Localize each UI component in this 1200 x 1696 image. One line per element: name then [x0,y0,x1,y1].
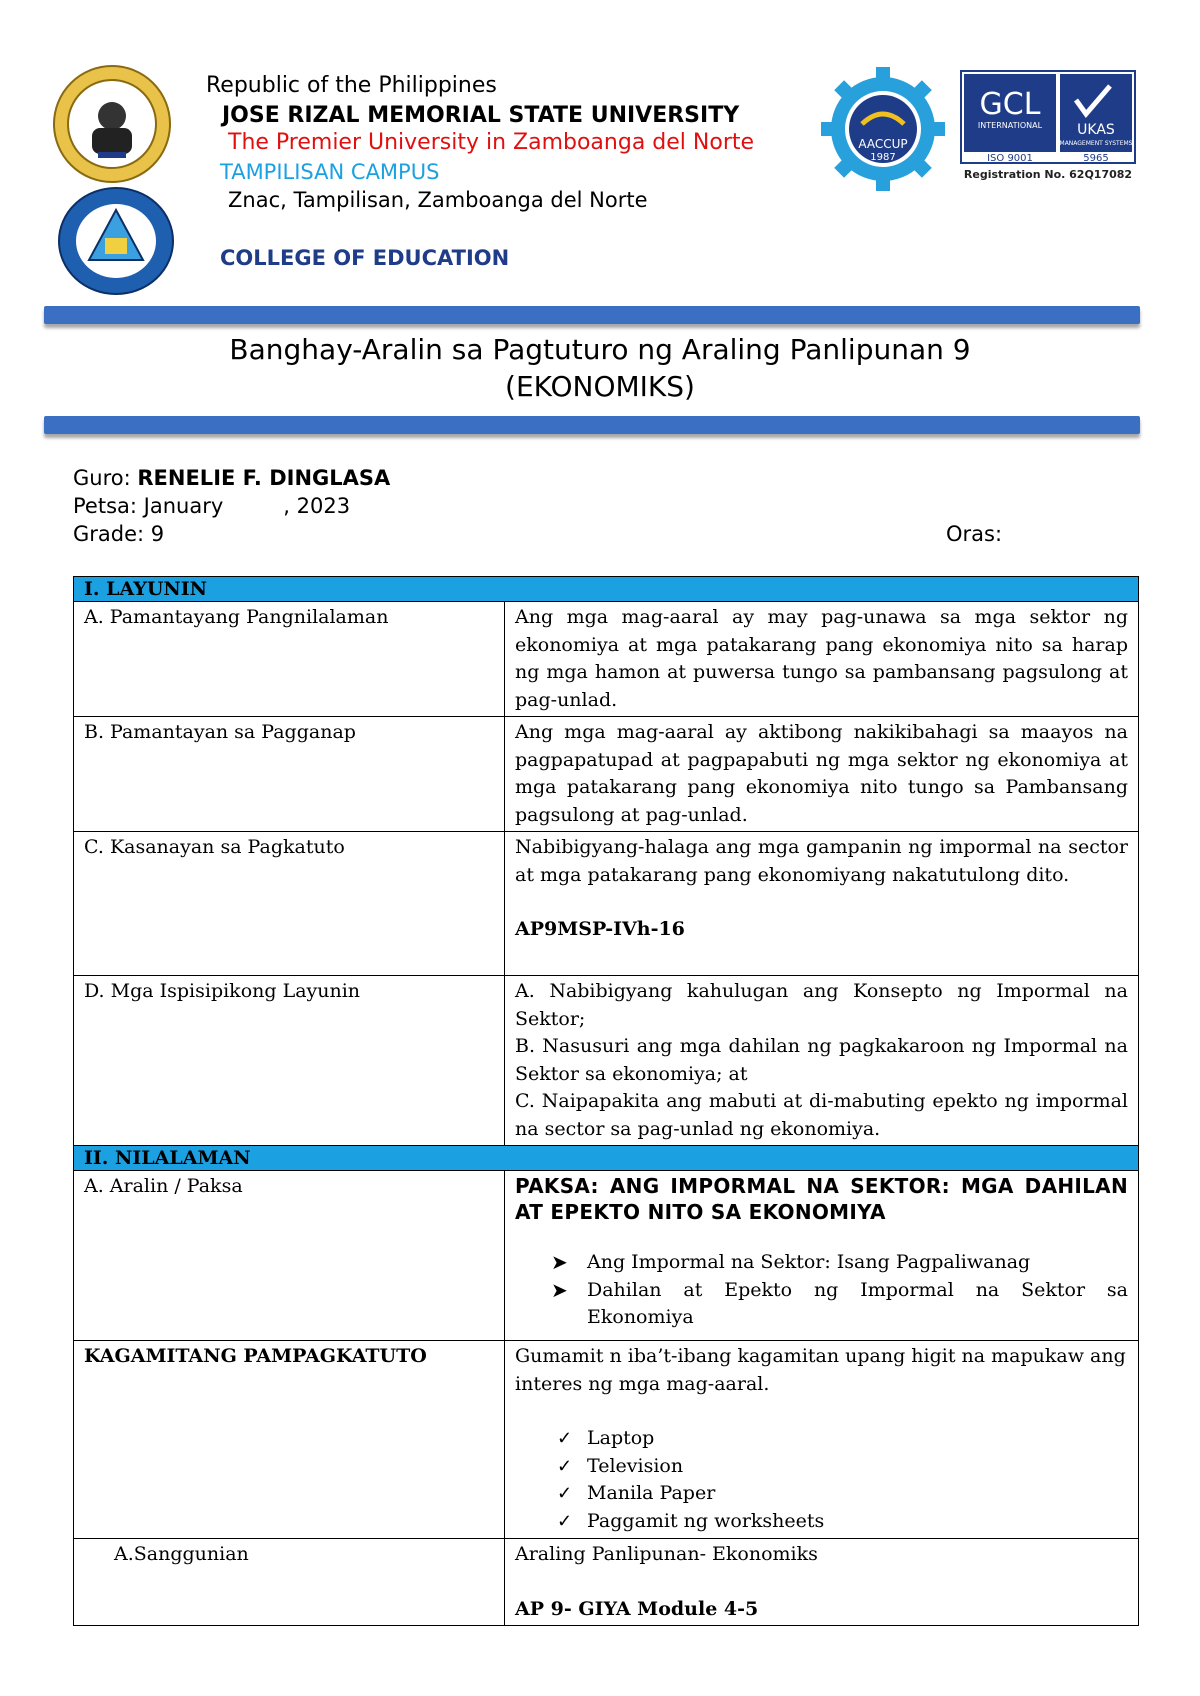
row-label: B. Pamantayan sa Pagganap [74,717,505,832]
list-item [515,1425,1128,1453]
row-content [505,976,1139,1146]
list-item [515,1480,1128,1508]
material-item: Manila Paper [587,1482,716,1504]
material-item: Paggamit ng worksheets [587,1509,825,1532]
topic-item: Dahilan at Epekto ng Impormal na Sektor sa Ekonomiya [587,1278,1128,1328]
row-content [505,832,1139,976]
row-label: KAGAMITANG PAMPAGKATUTO [74,1341,505,1539]
university-tagline: The Premier University in Zamboanga del Norte [228,130,755,155]
registration-number: Registration No. 62Q17082 [963,168,1133,180]
grade-label: Grade: [73,522,145,546]
time-label: Oras: [946,522,1003,546]
check-icon: ✓ [557,1455,573,1477]
row-label: A. Pamantayang Pangnilalaman [74,602,505,717]
date-label: Petsa: [73,494,137,518]
table-row [74,976,1139,1146]
page-title-line2: (EKONOMIKS) [505,370,695,403]
table-row [74,717,1139,832]
list-item [515,1453,1128,1481]
gcl-label: GCL [979,87,1041,122]
ukas-sublabel: MANAGEMENT SYSTEMS [1059,140,1133,147]
university-name: JOSE RIZAL MEMORIAL STATE UNIVERSITY [222,103,740,128]
section-header-layunin: I. LAYUNIN [74,577,1139,602]
check-icon: ✓ [557,1428,573,1449]
row-label: A. Aralin / Paksa [74,1171,505,1341]
campus-address: Znac, Tampilisan, Zamboanga del Norte [228,188,648,212]
objective-item: A. Nabibigyang kahulugan ang Konsepto ng Impormal na Sektor; [515,980,1128,1030]
grade-line [73,522,164,546]
header-divider-bottom [44,416,1140,434]
row-label: C. Kasanayan sa Pagkatuto [74,832,505,976]
objective-item: B. Nasusuri ang mga dahilan ng pagkakaroon ng Impormal na Sektor sa ekonomiya; at [515,1035,1128,1085]
list-item [515,1277,1128,1332]
section-row-nilalaman [74,1146,1139,1171]
row-content: Ang mga mag-aaral ay may pag-unawa sa mga sektor ng ekonomiya at mga patakarang pang ekonomiya nito sa harap ng mga hamon at puwersa tungo sa pambansang pagsulong at pag-unlad. [505,602,1139,717]
date-month: January [143,494,224,518]
reference-code: AP 9- GIYA Module 4-5 [515,1597,759,1620]
row-content [505,1341,1139,1539]
page-title-line1: Banghay-Aralin sa Pagtuturo ng Araling Panlipunan 9 [229,333,971,366]
aaccup-year: 1987 [870,152,896,163]
material-item: Laptop [587,1427,655,1449]
row-label [74,1539,505,1626]
competency-code: AP9MSP-IVh-16 [515,918,685,940]
iso-certification-logo [960,70,1136,180]
header-divider-top [44,306,1140,324]
ukas-number: 5965 [1083,153,1109,164]
table-row [74,1341,1139,1539]
arrow-bullet-icon: ➤ [551,1277,568,1302]
section-row-layunin [74,577,1139,602]
aaccup-gear-logo [820,66,946,192]
list-item [515,1249,1128,1277]
college-of-education-logo [57,186,175,296]
table-row [74,1171,1139,1341]
teacher-label: Guro: [73,466,131,490]
section-header-nilalaman: II. NILALAMAN [74,1146,1139,1171]
table-row [74,1539,1139,1626]
topic-list [515,1249,1128,1332]
row-content [505,1539,1139,1626]
grade-value: 9 [150,522,165,546]
date-year: , 2023 [283,494,351,518]
objective-item: C. Naipapakita ang mabuti at di-mabuting epekto ng impormal na sector sa pag-unlad ng ekonomiya. [515,1090,1128,1140]
campus-name: TAMPILISAN CAMPUS [220,160,440,184]
ukas-label: UKAS [1077,122,1115,138]
topic-item: Ang Impormal na Sektor: Isang Pagpaliwanag [587,1251,1031,1273]
arrow-bullet-icon: ➤ [551,1250,568,1274]
reference-label: A.Sanggunian [114,1543,249,1565]
reference-text: Araling Panlipunan- Ekonomiks [515,1543,818,1565]
table-row [74,602,1139,717]
jrmsu-seal-logo [52,64,172,184]
republic-text: Republic of the Philippines [206,73,497,98]
materials-list [515,1425,1128,1535]
gcl-sublabel: INTERNATIONAL [977,121,1043,130]
topic-title: PAKSA: ANG IMPORMAL NA SEKTOR: MGA DAHILAN AT EPEKTO NITO SA EKONOMIYA [515,1174,1128,1224]
list-item [515,1508,1128,1536]
lesson-plan-table [73,576,1139,1626]
competency-text: Nabibigyang-halaga ang mga gampanin ng impormal na sector at mga patakarang pang ekonomiyang nakatutulong dito. [515,836,1128,886]
college-name: COLLEGE OF EDUCATION [220,246,510,270]
table-row [74,832,1139,976]
iso-label: ISO 9001 [987,153,1033,164]
row-content [505,1171,1139,1341]
row-content: Ang mga mag-aaral ay aktibong nakikibahagi sa maayos na pagpapatupad at pagpapabuti ng mga sektor ng ekonomiya at mga patakarang pang ekonomiya nito tungo sa Pambansang pagsulong at pag-unlad. [505,717,1139,832]
check-icon: ✓ [557,1510,573,1532]
aaccup-label: AACCUP [858,137,908,151]
check-icon: ✓ [557,1483,573,1504]
material-item: Television [587,1454,684,1477]
teacher-line [73,466,390,490]
materials-text: Gumamit n iba’t-ibang kagamitan upang higit na mapukaw ang interes ng mga mag-aaral. [515,1345,1126,1395]
row-label: D. Mga Ispisipikong Layunin [74,976,505,1146]
teacher-name: RENELIE F. DINGLASA [137,466,391,490]
date-line [73,494,350,518]
